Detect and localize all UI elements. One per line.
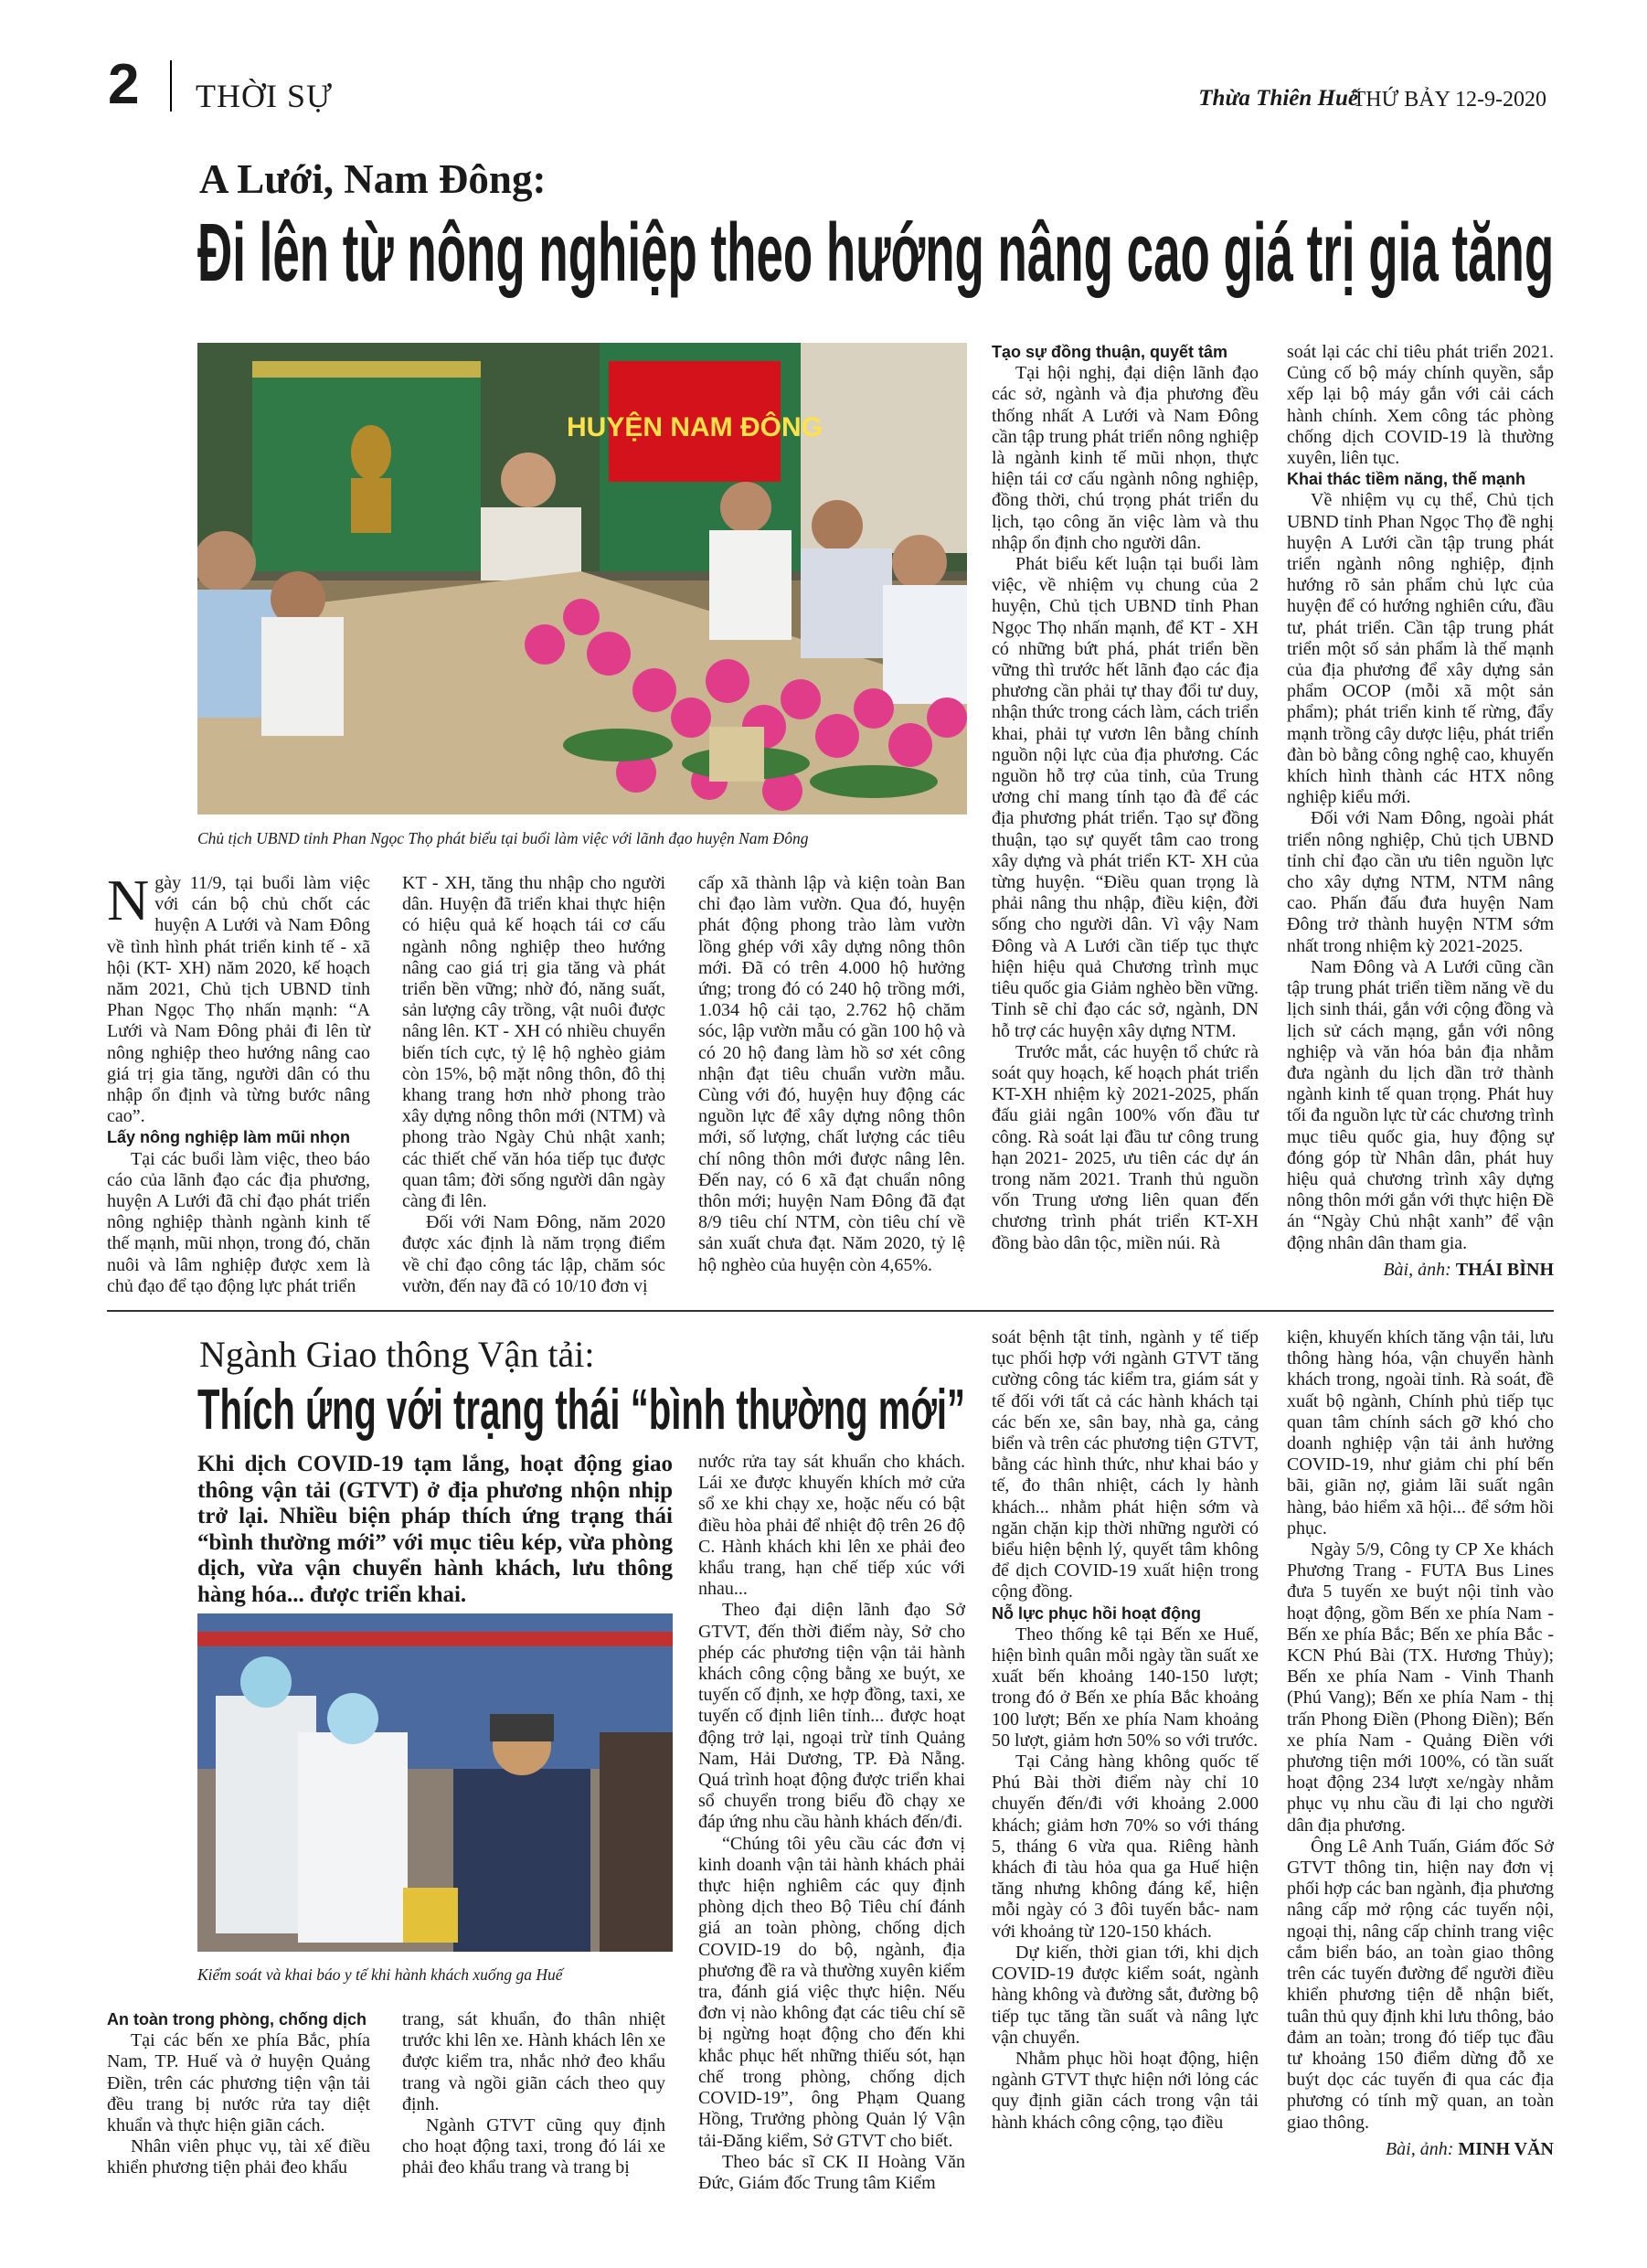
article2-lead: Khi dịch COVID-19 tạm lắng, hoạt động giao thông vận tải (GTVT) ở địa phương nhộn nhịp trở lại. Nhiều biện pháp thích ứng trạng thái “bình thường mới” với mục tiêu kép, vừa phòng dịch, vừa vận chuyển hành khách, lưu thông hàng hóa... được triển khai. — [197, 1452, 673, 1607]
article2-subhead-2: Nỗ lực phục hồi hoạt động — [992, 1603, 1202, 1623]
section-title: THỜI SỰ — [196, 78, 333, 114]
article1-col5 — [1287, 342, 1554, 1281]
article2-paragraph: soát bệnh tật tỉnh, ngành y tế tiếp tục phối hợp với ngành GTVT tăng cường công tác kiểm tra, giám sát y tế đối với tất cả các hành khách tại các bến xe, sân bay, nhà ga, cảng biển và trên các phương tiện GTVT, bằng các hình thức, như khai báo y tế, đo thân nhiệt, cách ly hành khách... nhằm phát hiện sớm và ngăn chặn kịp thời những người có biểu hiện bệnh lý, quyết tâm không để dịch COVID-19 xuất hiện trong cộng đồng. — [992, 1327, 1259, 1603]
article2-photo — [197, 1613, 673, 1952]
article1-col1 — [107, 868, 370, 1297]
article1-subhead-3: Khai thác tiềm năng, thế mạnh — [1287, 470, 1526, 489]
article1-caption: Chủ tịch UBND tỉnh Phan Ngọc Thọ phát biểu tại buổi làm việc với lãnh đạo huyện Nam Đông — [197, 829, 809, 847]
article1-paragraph: Đối với Nam Đông, năm 2020 được xác định là năm trọng điểm về chỉ đạo công tác lập, chăm sóc vườn, đến nay đã có 10/10 đơn vị — [402, 1212, 665, 1296]
article1-paragraph: Phát biểu kết luận tại buổi làm việc, về nhiệm vụ chung của 2 huyện, Chủ tịch UBND tỉnh Phan Ngọc Thọ nhấn mạnh, để KT - XH có những bứt phá, phát triển bền vững thì trước hết lãnh đạo các địa phương cần phải tự thay đổi tư duy, nhận thức trong cách làm, cách triển khai, phải tự vươn lên bằng chính nguồn nội lực của địa phương. Các nguồn hỗ trợ của tỉnh, của Trung ương chỉ mang tính tạo đà để các địa phương phát triển. Tạo sự đồng thuận, tạo sự quyết tâm cao trong xây dựng và phát triển KT- XH của từng huyện. “Điều quan trọng là phải nâng thu nhập, điều kiện, đời sống cho người dân. Vì vậy Nam Đông và A Lưới cần tiếp tục thực hiện hiệu quả Chương trình mục tiêu quốc gia Giảm nghèo bền vững. Tỉnh sẽ chỉ đạo các sở, ngành, DN hỗ trợ các huyện xây dựng NTM. — [992, 554, 1259, 1041]
page-number: 2 — [108, 53, 140, 116]
article2-paragraph: nước rửa tay sát khuẩn cho khách. Lái xe được khuyến khích mở cửa sổ xe khi chạy xe, hoặc nếu có bật điều hòa phải để nhiệt độ trên 26 độ C. Hành khách khi lên xe phải đeo khẩu trang, hạn chế tiếp xúc với nhau... — [698, 1452, 965, 1600]
article1-paragraph: KT - XH, tăng thu nhập cho người dân. Huyện đã triển khai thực hiện có hiệu quả kế hoạch tái cơ cấu ngành nông nghiệp theo hướng nâng cao giá trị gia tăng và phát triển bền vững; nhờ đó, năng suất, sản lượng cây trồng, vật nuôi được nâng lên. KT - XH có nhiều chuyển biến tích cực, tỷ lệ hộ nghèo giảm còn 15%, bộ mặt nông thôn, đô thị khang trang hơn nhờ phong trào xây dựng nông thôn mới (NTM) và phong trào Ngày Chủ nhật xanh; các thiết chế văn hóa tiếp tục được quan tâm; đời sống người dân ngày càng đi lên. — [402, 873, 665, 1212]
article2-col3 — [698, 1452, 965, 2194]
header-divider — [170, 60, 172, 112]
article2-paragraph: Ông Lê Anh Tuấn, Giám đốc Sở GTVT thông tin, hiện nay đơn vị phối hợp các ban ngành, địa phương nâng cấp mở rộng các tuyến nội, ngoại thị, nâng cấp chỉnh trang việc cắm biển báo, an toàn giao thông trên các tuyến đường để người điều khiển phương tiện dễ nhận biết, tuân thủ quy định khi lưu thông, bảo đảm an toàn; trong đó tiếp tục đầu tư khoảng 150 điểm dừng đỗ xe buýt dọc các tuyến đi qua các địa phương có tính mỹ quan, an toàn giao thông. — [1287, 1836, 1554, 2133]
article1-photo — [197, 343, 967, 815]
dropcap: N — [107, 868, 150, 932]
article2-paragraph: Theo đại diện lãnh đạo Sở GTVT, đến thời điểm này, Sở cho phép các phương tiện vận tải hành khách công cộng bằng xe buýt, xe tuyến cố định, xe hợp đồng, taxi, xe tuyến cố định liên tỉnh... được hoạt động trở lại, ngoại trừ tỉnh Quảng Nam, Hải Dương, TP. Đà Nẵng. Quá trình hoạt động được triển khai sổ chuyển trong biểu đồ chạy xe đáp ứng nhu cầu hành khách đến/đi. — [698, 1600, 965, 1833]
article1-paragraph: Trước mắt, các huyện tổ chức rà soát quy hoạch, kế hoạch phát triển KT-XH nhiệm kỳ 2021-2025, phấn đấu giải ngân 100% vốn đầu tư công. Rà soát lại đầu tư công trung hạn 2021- 2025, ưu tiên các dự án trong năm 2021. Tranh thủ nguồn vốn Trung ương liên quan đến chương trình phát triển KT-XH đồng bào dân tộc, miền núi. Rà — [992, 1041, 1259, 1253]
article1-subhead-2: Tạo sự đồng thuận, quyết tâm — [992, 343, 1228, 361]
article2-paragraph: Theo thống kê tại Bến xe Huế, hiện bình quân mỗi ngày tần suất xe xuất bến khoảng 140-150 lượt; trong đó ở Bến xe phía Bắc khoảng 100 lượt; Bến xe phía Nam khoảng 50 lượt, giảm hơn 50% so với trước. — [992, 1624, 1259, 1751]
article-divider — [107, 1310, 1554, 1312]
article1-col2 — [402, 873, 665, 1297]
sign-text: HUYỆN NAM ĐÔNG — [566, 412, 824, 442]
article2-paragraph: Dự kiến, thời gian tới, khi dịch COVID-19 được kiểm soát, ngành hàng không và đường sắt, đường bộ tiếp tục tăng tần suất và nâng lực vận chuyển. — [992, 1942, 1259, 2048]
article2-paragraph: trang, sát khuẩn, đo thân nhiệt trước khi lên xe. Hành khách lên xe được kiểm tra, nhắc nhở đeo khẩu trang và ngồi giãn cách theo quy định. — [402, 2009, 665, 2114]
article2-col4 — [992, 1327, 1259, 2134]
article2-col5 — [1287, 1327, 1554, 2160]
article2-kicker: Ngành Giao thông Vận tải: — [199, 1334, 595, 1375]
article1-paragraph: Về nhiệm vụ cụ thể, Chủ tịch UBND tỉnh Phan Ngọc Thọ đề nghị huyện A Lưới cần tập trung phát triển ngành nông nghiệp, định hướng rõ sản phẩm chủ lực của huyện để có hướng nghiên cứu, đầu tư, phát triển. Cần tập trung phát triển một số sản phẩm là thế mạnh của địa phương để xây dựng sản phẩm OCOP (mỗi xã một sản phẩm); phát triển kinh tế rừng, đẩy mạnh trồng cây dược liệu, phát triển đàn bò bằng công nghệ cao, khuyến khích hình thành các HTX nông nghiệp kiểu mới. — [1287, 490, 1554, 808]
article1-paragraph: cấp xã thành lập và kiện toàn Ban chỉ đạo làm vườn. Qua đó, huyện phát động phong trào làm vườn lồng ghép với xây dựng nông thôn mới. Đã có trên 4.000 hộ hưởng ứng; trong đó có 240 hộ trồng mới, 1.034 hộ cải tạo, 2.762 hộ chăm sóc, lập vườn mẫu có gần 100 hộ và có 20 hộ đang làm hồ sơ xét công nhận đạt tiêu chuẩn vườn mẫu. Cùng với đó, huyện huy động các nguồn lực để xây dựng nông thôn mới, số lượng, chất lượng các tiêu chí nông thôn mới được nâng lên. Đến nay, có 6 xã đạt chuẩn nông thôn mới; huyện Nam Đông đã đạt 8/9 tiêu chí NTM, còn tiêu chí về sản xuất chưa đạt. Năm 2020, tỷ lệ hộ nghèo của huyện còn 4,65%. — [698, 873, 965, 1275]
article1-paragraph: Tại các buổi làm việc, theo báo cáo của lãnh đạo các địa phương, huyện A Lưới đã chỉ đạo phát triển nông nghiệp thành ngành kinh tế thế mạnh, mũi nhọn, trong đó, chăn nuôi và lâm nghiệp được xem là chủ đạo để tạo động lực phát triển — [107, 1148, 370, 1296]
article2-subhead-1: An toàn trong phòng, chống dịch — [107, 2010, 367, 2028]
article2-col2 — [402, 2009, 665, 2179]
article1-col3 — [698, 873, 965, 1276]
article2-paragraph: kiện, khuyến khích tăng vận tải, lưu thông hàng hóa, vận chuyển hành khách trong, ngoài tỉnh. Rà soát, đề xuất bộ ngành, Chính phủ tiếp tục quan tâm chính sách gỡ khó cho doanh nghiệp vận tải ảnh hưởng COVID-19, như giảm chi phí bến bãi, giãn nợ, giảm lãi suất ngân hàng, bảo hiểm xã hội... để sớm hồi phục. — [1287, 1327, 1554, 1539]
article2-paragraph: Nhằm phục hồi hoạt động, hiện ngành GTVT thực hiện nới lỏng các quy định giãn cách trong vận tải hành khách công cộng, tạo điều — [992, 2048, 1259, 2133]
masthead: Thừa Thiên Huế — [1198, 86, 1358, 111]
article2-byline: Bài, ảnh: MINH VĂN — [1385, 2138, 1554, 2159]
article2-paragraph: Nhân viên phục vụ, tài xế điều khiển phương tiện phải đeo khẩu — [107, 2136, 370, 2178]
issue-date: THỨ BẢY 12-9-2020 — [1352, 88, 1546, 112]
article1-paragraph: Tại hội nghị, đại diện lãnh đạo các sở, ngành và địa phương đều thống nhất A Lưới và Nam Đông cần tập trung phát triển nông nghiệp là ngành kinh tế mũi nhọn, thực hiện tái cơ cấu ngành nông nghiệp, đồng thời, chú trọng phát triển du lịch, tạo công ăn việc làm và thu nhập ổn định cho người dân. — [992, 363, 1259, 553]
article2-paragraph: Tại các bến xe phía Bắc, phía Nam, TP. Huế và ở huyện Quảng Điền, trên các phương tiện vận tải đều trang bị nước rửa tay diệt khuẩn và thực hiện giãn cách. — [107, 2030, 370, 2136]
article2-paragraph: “Chúng tôi yêu cầu các đơn vị kinh doanh vận tải hành khách phải thực hiện nghiêm các quy định phòng dịch theo Bộ Tiêu chí đánh giá an toàn phòng, chống dịch COVID-19 do bộ, ngành, địa phương đề ra và thường xuyên kiểm tra, đánh giá việc thực hiện. Nếu đơn vị nào không đạt các tiêu chí sẽ bị ngừng hoạt động cho đến khi khắc phục hết những thiếu sót, hạn chế trong phòng, chống dịch COVID-19”, ông Phạm Quang Hồng, Trưởng phòng Quản lý Vận tải-Đăng kiểm, Sở GTVT cho biết. — [698, 1833, 965, 2151]
article1-intro: gày 11/9, tại buổi làm việc với cán bộ chủ chốt các huyện A Lưới và Nam Đông về tình hình phát triển kinh tế - xã hội (KT- XH) năm 2020, kế hoạch năm 2021, Chủ tịch UBND tỉnh Phan Ngọc Thọ nhấn mạnh: “A Lưới và Nam Đông phải đi lên từ nông nghiệp theo hướng nâng cao giá trị gia tăng, người dân có thu nhập ổn định và từng bước nâng cao”. — [107, 873, 370, 1127]
article2-headline: Thích ứng với trạng thái “bình thường mới” — [197, 1379, 966, 1442]
article1-paragraph: soát lại các chỉ tiêu phát triển 2021. Củng cố bộ máy chính quyền, sắp xếp lại bộ máy gắn với cải cách hành chính. Xem công tác phòng chống dịch COVID-19 là thường xuyên, liên tục. — [1287, 342, 1554, 469]
article1-kicker: A Lưới, Nam Đông: — [199, 156, 547, 202]
article2-col1 — [107, 2009, 370, 2179]
article2-paragraph: Theo bác sĩ CK II Hoàng Văn Đức, Giám đốc Trung tâm Kiểm — [698, 2151, 965, 2193]
article1-paragraph: Nam Đông và A Lưới cũng cần tập trung phát triển tiềm năng về du lịch sinh thái, gắn với cộng đồng và lịch sử cách mạng, gắn với nông nghiệp và văn hóa bản địa nhằm đưa ngành du lịch dần trở thành ngành kinh tế quan trọng. Phát huy tối đa nguồn lực từ các chương trình mục tiêu quốc gia, huy động sự đóng góp từ Nhân dân, phát huy hiệu quả chương trình xây dựng nông thôn mới gắn với thực hiện Đề án “Ngày Chủ nhật xanh” để vận động nhân dân tham gia. — [1287, 956, 1554, 1253]
article2-paragraph: Tại Cảng hàng không quốc tế Phú Bài thời điểm này chỉ 10 chuyến đến/đi với khoảng 2.000 khách; giảm hơn 70% so với tháng 5, tháng 6 vừa qua. Riêng hành khách đi tàu hỏa qua ga Huế hiện tăng nhưng không đáng kể, hiện mỗi ngày có 3 đôi tuyến bắc- nam với khoảng từ 120-150 khách. — [992, 1752, 1259, 1942]
article2-paragraph: Ngày 5/9, Công ty CP Xe khách Phương Trang - FUTA Bus Lines đưa 5 tuyến xe buýt nội tỉnh vào hoạt động, gồm Bến xe phía Nam - Bến xe phía Bắc; Bến xe phía Bắc - KCN Phú Bài (TX. Hương Thủy); Bến xe phía Nam - Vinh Thanh (Phú Vang); Bến xe phía Nam - thị trấn Phong Điền (Phong Điền); Bến xe phía Nam - Quảng Điền với phương tiện mới 100%, có tần suất hoạt động 234 lượt xe/ngày nhằm phục vụ nhu cầu đi lại cho người dân địa phương. — [1287, 1539, 1554, 1836]
article1-headline: Đi lên từ nông nghiệp theo hướng nâng cao giá trị gia tăng — [197, 208, 1555, 299]
article1-byline: Bài, ảnh: THÁI BÌNH — [1383, 1259, 1554, 1280]
article1-col4 — [992, 342, 1259, 1254]
article2-paragraph: Ngành GTVT cũng quy định cho hoạt động taxi, trong đó lái xe phải đeo khẩu trang và trang bị — [402, 2115, 665, 2178]
article1-subhead-1: Lấy nông nghiệp làm mũi nhọn — [107, 1128, 350, 1147]
article1-paragraph: Đối với Nam Đông, ngoài phát triển nông nghiệp, Chủ tịch UBND tỉnh chỉ đạo cần ưu tiên nguồn lực cho xây dựng NTM, NTM nâng cao. Phấn đấu đưa huyện Nam Đông trở thành huyện NTM sớm nhất trong nhiệm kỳ 2021-2025. — [1287, 808, 1554, 956]
article2-caption: Kiểm soát và khai báo y tế khi hành khách xuống ga Huế — [197, 1965, 563, 1984]
